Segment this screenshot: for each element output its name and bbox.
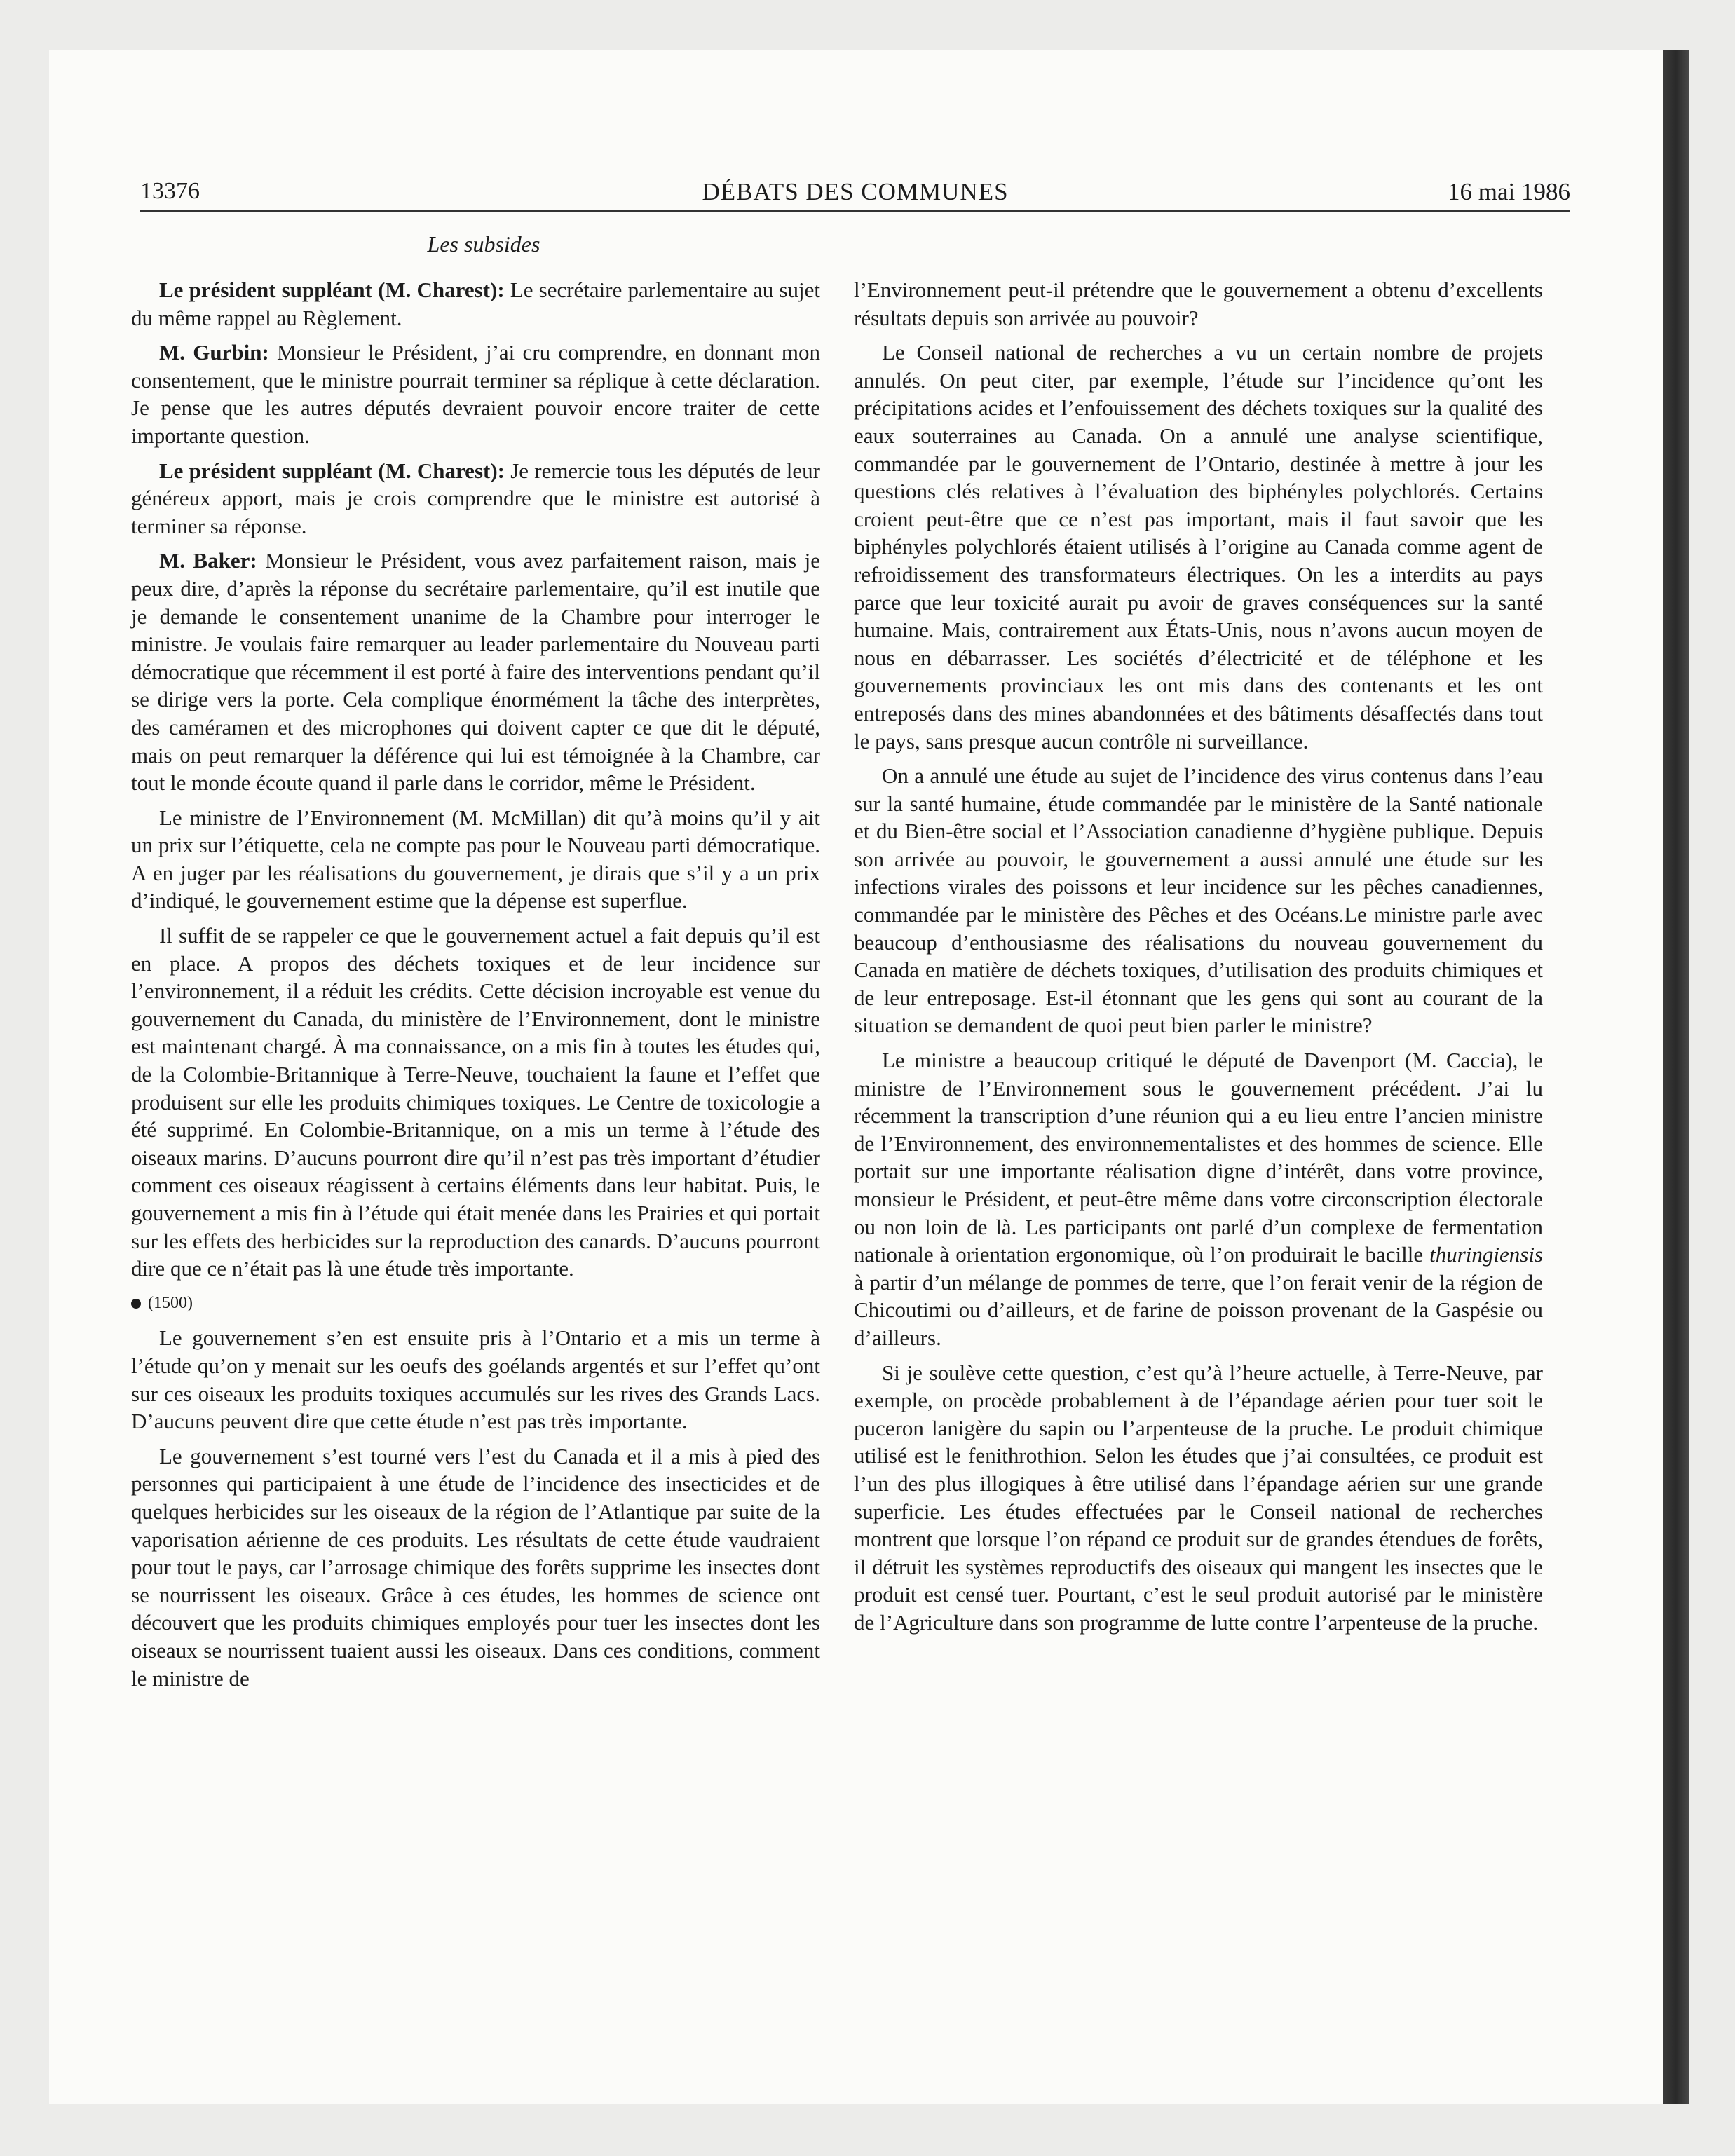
- right-column: [854, 276, 1543, 1644]
- paragraph: M. Gurbin: Monsieur le Président, j’ai cru comprendre, en donnant mon consentement, que le ministre pourrait terminer sa réplique à cette déclaration. Je pense que les autres députés devraient pouvoir encore traiter de cette importante question.: [131, 340, 820, 448]
- paragraph: Le président suppléant (M. Charest): Je remercie tous les députés de leur généreux apport, mais je crois comprendre que le ministre est autorisé à terminer sa réponse.: [131, 458, 820, 538]
- paragraph: Si je soulève cette question, c’est qu’à l’heure actuelle, à Terre-Neuve, par exemple, on procède probablement à de l’épandage aérien pour tuer soit le puceron lanigère du sapin ou l’arpenteuse de la pruche. Le produit chimique utilisé est le fenithrothion. Selon les études que j’ai consultées, ce produit est l’un des plus illogiques à être utilisé dans l’épandage aérien sur une grande superficie. Les études effectuées par le Conseil national de recherches montrent que lorsque l’on répand ce produit sur de grandes étendues de forêts, il détruit les systèmes reproductifs des oiseaux qui mangent les insectes que le produit est censé tuer. Pourtant, c’est le seul produit autorisé par le ministère de l’Agriculture dans son programme de lutte contre l’arpenteuse de la pruche.: [854, 1360, 1543, 1635]
- publication-title: DÉBATS DES COMMUNES: [702, 178, 1009, 205]
- speaker-name: M. Gurbin:: [159, 340, 269, 365]
- paragraph: Il suffit de se rappeler ce que le gouvernement actuel a fait depuis qu’il est en place. A propos des déchets toxiques et de leur incidence sur l’environnement, il a réduit les crédits. Cette décision incroyable est venue du gouvernement du Canada, du ministère de l’Environnement, dont le ministre est maintenant chargé. À ma connaissance, on a mis fin à toutes les études qui, de la Colombie-Britannique à Terre-Neuve, touchaient la faune et l’effet que produisent sur elle les produits chimiques toxiques. Le Centre de toxicologie a été supprimé. En Colombie-Britannique, on a mis un terme à l’étude des oiseaux marins. D’aucuns pourront dire qu’il n’est pas très important d’étudier comment ces oiseaux réagissent à certains éléments dans leur habitat. Puis, le gouvernement a mis fin à l’étude qui était menée dans les Prairies et qui portait sur les effets des herbicides sur la reproduction des canards. D’aucuns pourront dire que ce n’était pas là une étude très importante.: [131, 923, 820, 1281]
- paragraph: On a annulé une étude au sujet de l’incidence des virus contenus dans l’eau sur la santé humaine, étude commandée par le ministère de la Santé nationale et du Bien-être social et l’Association canadienne d’hygiène publique. Depuis son arrivée au pouvoir, le gouvernement a aussi annulé une étude sur les infections virales des poissons et leur incidence sur les pêches canadiennes, commandée par le ministère des Pêches et des Océans.Le ministre parle avec beaucoup d’enthousiasme des réalisations du nouveau gouvernement du Canada en matière de déchets toxiques, d’utilisation des produits chimiques et de leur entreposage. Est-il étonnant que les gens qui sont au courant de la situation se demandent de quoi peut bien parler le ministre?: [854, 763, 1543, 1038]
- header-rule: [140, 210, 1570, 212]
- page-number: 13376: [140, 178, 200, 204]
- scan-edge-bar: [1663, 50, 1689, 2104]
- paragraph: Le Conseil national de recherches a vu un certain nombre de projets annulés. On peut citer, par exemple, l’étude sur l’incidence qu’ont les précipitations acides et l’enfouissement des déchets toxiques sur la qualité des eaux souterraines au Canada. On a annulé une analyse scientifique, commandée par le gouvernement de l’Ontario, destinée à mettre à jour les questions clés relatives à l’évaluation des biphényles polychlorés. Certains croient peut-être que ce n’est pas important, mais il faut savoir que les biphényles polychlorés étaient utilisés à l’origine au Canada comme agent de refroidissement des transformateurs électriques. On les a interdits au pays parce que leur toxicité aurait pu avoir de graves conséquences sur la santé humaine. Mais, contrairement aux États-Unis, nous n’avons aucun moyen de nous en débarrasser. Les sociétés d’électricité et de téléphone et les gouvernements provinciaux les ont mis dans des contenants et les ont entreposés dans des mines abandonnées et des bâtiments désaffectés dans tout le pays, sans presque aucun contrôle ni surveillance.: [854, 340, 1543, 753]
- bullet-icon: [131, 1299, 141, 1309]
- speaker-name: Le président suppléant (M. Charest):: [159, 458, 505, 483]
- speaker-name: M. Baker:: [159, 548, 257, 573]
- publication-date: 16 mai 1986: [1448, 178, 1570, 205]
- paragraph: l’Environnement peut-il prétendre que le gouvernement a obtenu d’excellents résultats depuis son arrivée au pouvoir?: [854, 278, 1543, 330]
- italic-term: thuringiensis: [1429, 1242, 1543, 1267]
- page-header: [140, 178, 1570, 212]
- speaker-name: Le président suppléant (M. Charest):: [159, 278, 505, 302]
- left-column: [131, 276, 820, 1699]
- section-title: Les subsides: [427, 231, 540, 257]
- paragraph: Le gouvernement s’est tourné vers l’est du Canada et il a mis à pied des personnes qui participaient à une étude de l’incidence des insecticides et de quelques herbicides sur les oiseaux de la région de l’Atlantique par suite de la vaporisation aérienne de ces produits. Les résultats de cette étude vaudraient pour tout le pays, car l’arrosage chimique des forêts supprime les insectes dont se nourrissent les oiseaux. Grâce à ces études, les hommes de science ont découvert que les produits chimiques employés pour tuer les insectes dont les oiseaux se nourrissent tuaient aussi les oiseaux. Dans ces conditions, comment le ministre de: [131, 1443, 820, 1691]
- paragraph: Le ministre a beaucoup critiqué le député de Davenport (M. Caccia), le ministre de l’Environnement sous le gouvernement précédent. J’ai lu récemment la transcription d’une réunion qui a eu lieu entre l’ancien ministre de l’Environnement, des environnementalistes et des hommes de science. Elle portait sur une importante réalisation digne d’intérêt, dans votre province, monsieur le Président, et peut-être même dans votre circonscription électorale ou non loin de là. Les participants ont parlé d’un complexe de fermentation nationale à orientation ergonomique, où l’on produirait le bacille thuringiensis à partir d’un mélange de pommes de terre, que l’on ferait venir de la région de Chicoutimi ou d’ailleurs, et de farine de poisson provenant de la Gaspésie ou d’ailleurs.: [854, 1048, 1543, 1350]
- time-marker: (1500): [131, 1290, 820, 1318]
- paragraph: Le ministre de l’Environnement (M. McMillan) dit qu’à moins qu’il y ait un prix sur l’étiquette, cela ne compte pas pour le Nouveau parti démocratique. A en juger par les réalisations du gouvernement, je dirais que s’il y a un prix d’indiqué, le gouvernement estime que la dépense est superflue.: [131, 805, 820, 913]
- paragraph: Le président suppléant (M. Charest): Le secrétaire parlementaire au sujet du même rappel au Règlement.: [131, 278, 820, 330]
- paragraph: Le gouvernement s’en est ensuite pris à l’Ontario et a mis un terme à l’étude qu’on y menait sur les oeufs des goélands argentés et sur l’effet qu’ont sur ces oiseaux les produits toxiques accumulés sur les rives des Grands Lacs. D’aucuns peuvent dire que cette étude n’est pas très importante.: [131, 1325, 820, 1434]
- paragraph: M. Baker: Monsieur le Président, vous avez parfaitement raison, mais je peux dire, d’après la réponse du secrétaire parlementaire, qu’il est inutile que je demande le consentement unanime de la Chambre pour interroger le ministre. Je voulais faire remarquer au leader parlementaire du Nouveau parti démocratique que récemment il est porté à faire des interventions pendant qu’il se dirige vers la porte. Cela complique énormément la tâche des interprètes, des caméramen et des microphones qui doivent capter ce que dit le député, mais on peut remarquer la déférence qui lui est témoignée à la Chambre, car tout le monde écoute quand il parle dans le corridor, même le Président.: [131, 548, 820, 796]
